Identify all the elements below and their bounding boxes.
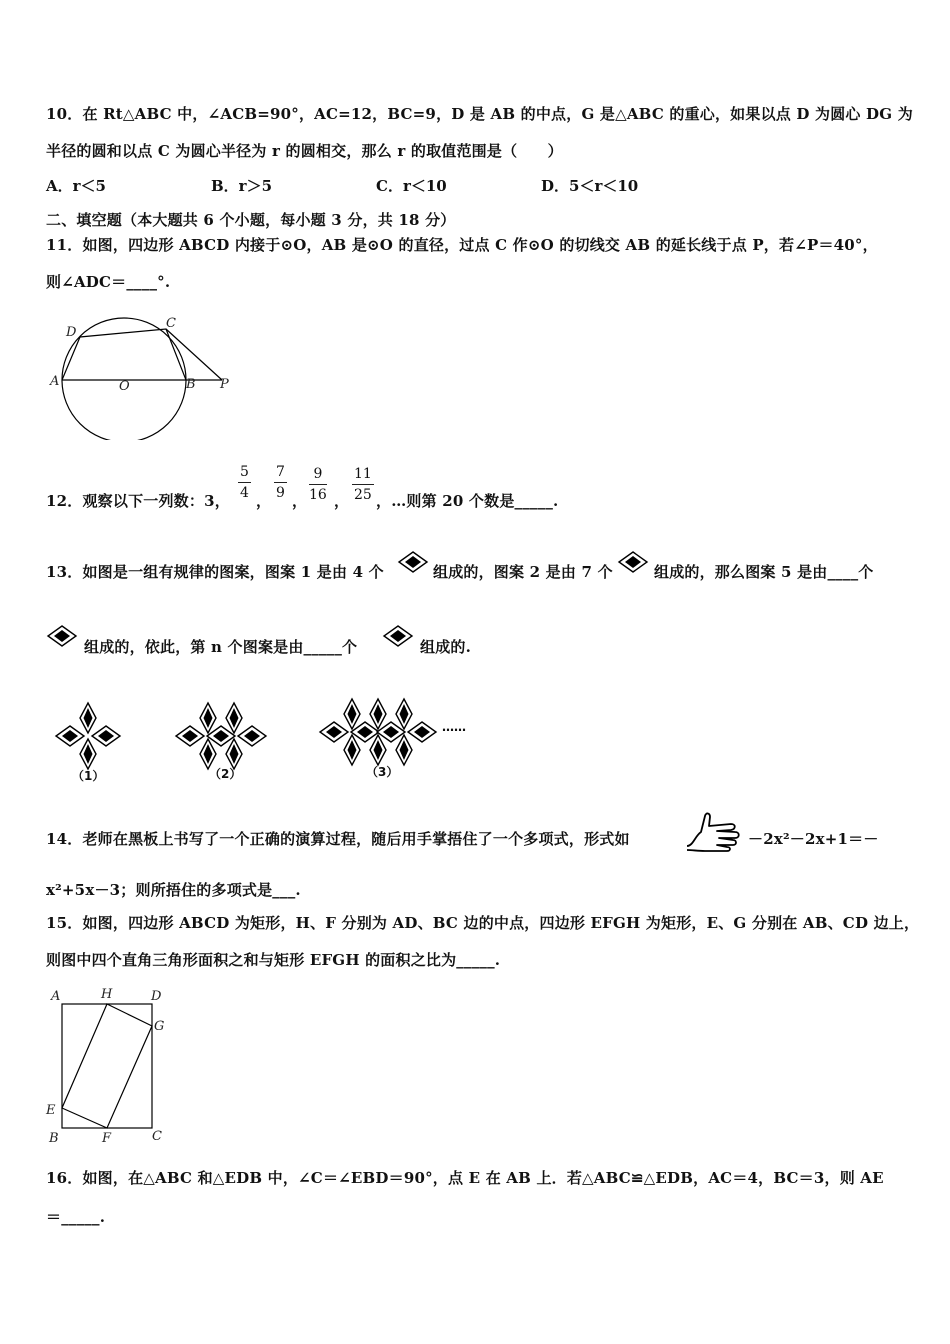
q14-line1-part-a: 14．老师在黑板上书写了一个正确的演算过程，随后用手掌捂住了一个多项式，形式如 xyxy=(46,830,630,848)
q12-comma-3: ， xyxy=(334,492,350,510)
q13-line2-part-a: 组成的，依此，第 n 个图案是由_____个 xyxy=(84,638,358,656)
q13-pattern-2 xyxy=(172,700,270,772)
q13-caption-2: （2） xyxy=(209,767,242,781)
q12-fraction-2-num: 7 xyxy=(274,464,287,483)
q13-line1-part-a: 13．如图是一组有规律的图案，图案 1 是由 4 个 xyxy=(46,563,384,581)
q12-fraction-4-num: 11 xyxy=(352,466,374,485)
diamond-icon xyxy=(397,550,429,574)
q11-line2: 则∠ADC＝____°. xyxy=(46,273,171,291)
label-d: D xyxy=(151,989,162,1004)
quadrilateral-abcd xyxy=(62,329,186,380)
section-2-heading: 二、填空题（本大题共 6 个小题，每小题 3 分，共 18 分） xyxy=(46,211,456,229)
q15-line2: 则图中四个直角三角形面积之和与矩形 EFGH 的面积之比为_____. xyxy=(46,951,501,969)
q10-line2: 半径的圆和以点 C 为圆心半径为 r 的圆相交，那么 r 的取值范围是（ ） xyxy=(46,142,563,160)
q12-fraction-1-den: 4 xyxy=(240,485,249,501)
q11-line1: 11．如图，四边形 ABCD 内接于⊙O，AB 是⊙O 的直径，过点 C 作⊙O 的切线交 AB 的延长线于点 P，若∠P＝40°， xyxy=(46,236,878,254)
label-b: B xyxy=(186,377,196,392)
label-a: A xyxy=(51,989,61,1004)
q10-option-c: C．r＜10 xyxy=(376,177,447,195)
q12-fraction-1 xyxy=(238,464,251,501)
q12-fraction-2 xyxy=(274,464,287,501)
label-c: C xyxy=(166,316,176,331)
label-g: G xyxy=(154,1019,165,1034)
label-e: E xyxy=(46,1103,56,1118)
q12-fraction-1-num: 5 xyxy=(238,464,251,483)
q13-line2-part-b: 组成的. xyxy=(420,638,472,656)
q13-ellipsis: …… xyxy=(442,720,466,734)
q16-line2: ＝_____. xyxy=(46,1208,106,1226)
q10-option-b: B．r＞5 xyxy=(211,177,273,195)
q12-fraction-2-den: 9 xyxy=(276,485,285,501)
q12-fraction-4 xyxy=(352,466,374,503)
q12-prefix: 12．观察以下一列数：3， xyxy=(46,492,230,510)
label-h: H xyxy=(101,987,113,1002)
q12-fraction-3 xyxy=(309,466,327,503)
q12-fraction-3-den: 16 xyxy=(309,487,327,503)
q11-circle-figure xyxy=(44,310,244,440)
q12-comma-1: ， xyxy=(256,492,272,510)
tangent-cp xyxy=(166,329,222,380)
q14-line1-part-b: －2x²－2x+1＝－ xyxy=(748,830,879,848)
q13-pattern-1 xyxy=(52,700,124,772)
q12-suffix: ，…则第 20 个数是_____. xyxy=(376,492,559,510)
label-f: F xyxy=(102,1131,112,1146)
q10-option-d: D．5＜r＜10 xyxy=(541,177,639,195)
q12-fraction-4-den: 25 xyxy=(354,487,372,503)
q16-line1: 16．如图，在△ABC 和△EDB 中，∠C＝∠EBD＝90°，点 E 在 AB 上．若△ABC≌△EDB，AC＝4，BC＝3，则 AE xyxy=(46,1169,884,1187)
label-o: O xyxy=(119,379,130,394)
hand-icon xyxy=(683,810,743,854)
q12-comma-2: ， xyxy=(292,492,308,510)
q13-caption-1: （1） xyxy=(72,769,105,783)
q15-line1: 15．如图，四边形 ABCD 为矩形，H、F 分别为 AD、BC 边的中点，四边形 EFGH 为矩形，E、G 分别在 AB、CD 边上， xyxy=(46,914,920,932)
rectangle-efgh xyxy=(62,1004,152,1128)
label-c: C xyxy=(152,1129,162,1144)
label-b: B xyxy=(49,1131,59,1146)
rectangle-abcd xyxy=(62,1004,152,1128)
q10-line1: 10．在 Rt△ABC 中，∠ACB=90°，AC=12，BC=9，D 是 AB 的中点，G 是△ABC 的重心，如果以点 D 为圆心 DG 为 xyxy=(46,105,913,123)
q13-caption-3: （3） xyxy=(366,765,399,779)
q12-fraction-3-num: 9 xyxy=(309,466,327,485)
q13-line1-part-c: 组成的，那么图案 5 是由____个 xyxy=(654,563,874,581)
diamond-icon xyxy=(617,550,649,574)
q15-rectangle-figure xyxy=(44,986,174,1146)
q13-pattern-3 xyxy=(316,696,440,768)
diamond-icon xyxy=(46,624,78,648)
label-a: A xyxy=(50,374,60,389)
diamond-icon xyxy=(382,624,414,648)
q10-option-a: A．r＜5 xyxy=(46,177,106,195)
q14-line2: x²+5x－3；则所捂住的多项式是___. xyxy=(46,881,301,899)
label-d: D xyxy=(66,325,77,340)
label-p: P xyxy=(220,377,229,392)
q13-line1-part-b: 组成的，图案 2 是由 7 个 xyxy=(433,563,613,581)
